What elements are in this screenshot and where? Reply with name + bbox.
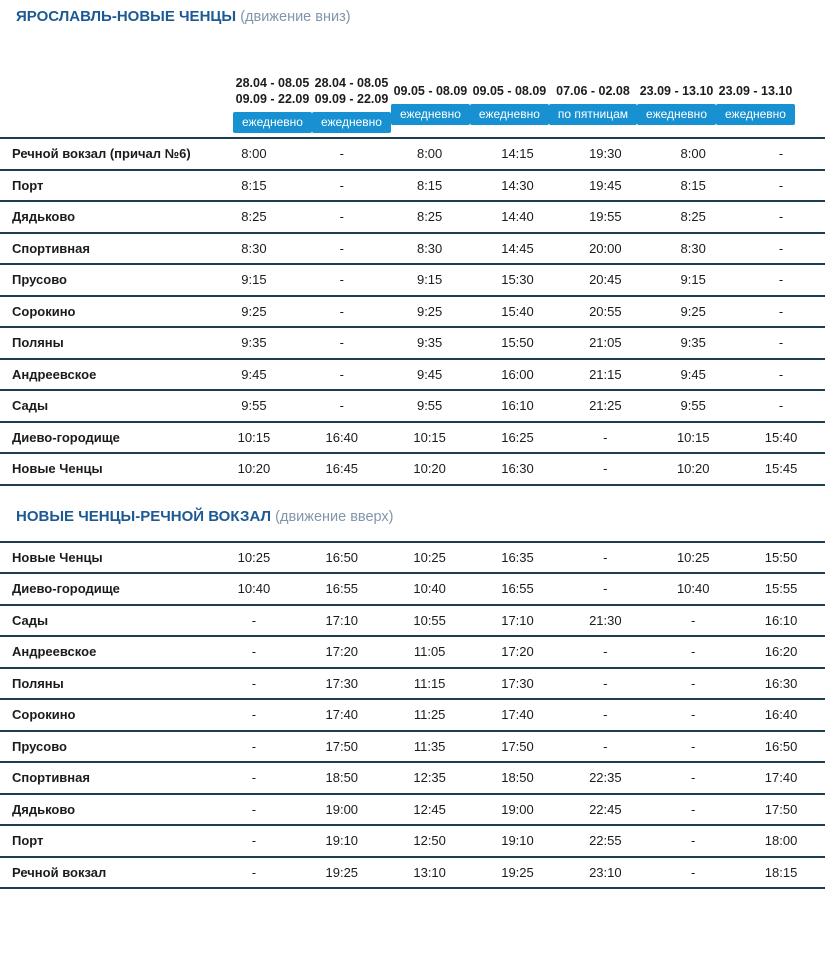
- station-name: Речной вокзал: [12, 864, 107, 880]
- section-title-down: [16, 8, 809, 26]
- time-cell: 8:15: [680, 177, 706, 193]
- time-cell: 20:00: [589, 240, 622, 256]
- time-cell: 19:25: [325, 864, 359, 880]
- time-cell: -: [778, 209, 784, 225]
- time-cell: 9:15: [680, 272, 706, 288]
- time-cell: 14:15: [501, 146, 534, 162]
- station-name: Дядьково: [12, 209, 76, 225]
- time-cell: 10:40: [237, 581, 271, 597]
- time-cell: -: [778, 240, 784, 256]
- time-cell: 10:25: [413, 549, 446, 565]
- frequency-badge: ежедневно: [470, 104, 549, 125]
- time-cell: -: [778, 335, 784, 351]
- time-cell: -: [251, 864, 257, 880]
- time-cell: 19:55: [589, 209, 622, 225]
- time-cell: 21:05: [589, 335, 622, 351]
- time-cell: -: [603, 581, 608, 597]
- time-cell: 10:20: [676, 461, 710, 477]
- column-header: [233, 75, 312, 133]
- time-cell: 10:15: [413, 429, 446, 445]
- time-cell: -: [691, 707, 696, 723]
- time-cell: 15:40: [764, 429, 798, 445]
- table-row: [0, 423, 825, 455]
- date-range: 09.05 - 08.09: [393, 84, 468, 98]
- column-header: [391, 75, 470, 133]
- schedule-header: [23, 75, 795, 133]
- time-cell: -: [603, 461, 608, 477]
- frequency-badge: ежедневно: [637, 104, 716, 125]
- date-ranges: [640, 83, 714, 99]
- time-cell: 12:35: [413, 770, 446, 786]
- time-cell: -: [603, 738, 608, 754]
- time-cell: 18:00: [764, 833, 798, 849]
- route-direction-label: (движение вниз): [240, 9, 351, 25]
- column-header: [549, 75, 637, 133]
- time-cell: 15:30: [501, 272, 534, 288]
- time-cell: 16:40: [764, 707, 798, 723]
- time-cell: 19:25: [501, 864, 534, 880]
- table-row: [0, 732, 825, 764]
- time-cell: 17:10: [501, 612, 534, 628]
- station-name: Диево-городище: [12, 581, 120, 597]
- table-row: [0, 297, 825, 329]
- time-cell: 22:35: [589, 770, 622, 786]
- time-cell: -: [339, 209, 344, 225]
- time-cell: 9:15: [416, 272, 443, 288]
- time-cell: -: [603, 707, 608, 723]
- station-name: Дядьково: [12, 801, 76, 817]
- time-cell: 10:25: [676, 549, 710, 565]
- time-cell: 14:30: [501, 177, 534, 193]
- frequency-badge: ежедневно: [312, 112, 391, 133]
- time-cell: 17:30: [325, 675, 359, 691]
- table-row: [0, 139, 825, 171]
- time-cell: 9:35: [680, 335, 706, 351]
- table-row: [0, 637, 825, 669]
- time-cell: 16:45: [325, 461, 359, 477]
- date-ranges: [556, 83, 630, 99]
- column-header: [312, 75, 391, 133]
- time-cell: 21:30: [589, 612, 622, 628]
- time-cell: -: [603, 644, 608, 660]
- time-cell: 9:55: [241, 398, 267, 414]
- time-cell: 16:40: [325, 429, 359, 445]
- time-cell: 17:20: [501, 644, 534, 660]
- time-cell: -: [691, 801, 696, 817]
- time-cell: 17:20: [325, 644, 359, 660]
- time-cell: 14:40: [501, 209, 534, 225]
- route-title: НОВЫЕ ЧЕНЦЫ-РЕЧНОЙ ВОКЗАЛ: [16, 507, 271, 525]
- route-title: ЯРОСЛАВЛЬ-НОВЫЕ ЧЕНЦЫ: [16, 8, 237, 25]
- date-range: 09.05 - 08.09: [472, 84, 547, 98]
- station-name: Прусово: [12, 272, 67, 288]
- time-cell: -: [251, 707, 257, 723]
- date-ranges: [315, 75, 389, 107]
- column-header: [716, 75, 795, 133]
- time-cell: 15:50: [501, 335, 534, 351]
- time-cell: 14:45: [501, 240, 534, 256]
- time-cell: 17:10: [325, 612, 359, 628]
- time-cell: 17:50: [501, 738, 534, 754]
- time-cell: 16:30: [764, 675, 798, 691]
- time-cell: 17:40: [501, 707, 534, 723]
- time-cell: 10:15: [237, 429, 271, 445]
- time-cell: -: [691, 770, 696, 786]
- time-cell: -: [603, 675, 608, 691]
- time-cell: 16:55: [325, 581, 359, 597]
- time-cell: 16:20: [764, 644, 798, 660]
- time-cell: 11:25: [413, 707, 446, 723]
- table-row: [0, 202, 825, 234]
- table-row: [0, 454, 825, 486]
- time-cell: 16:10: [501, 398, 534, 414]
- time-cell: -: [339, 272, 344, 288]
- time-cell: 21:25: [589, 398, 622, 414]
- time-cell: 10:40: [676, 581, 710, 597]
- time-cell: 16:55: [501, 581, 534, 597]
- frequency-badge: ежедневно: [233, 112, 312, 133]
- table-row: [0, 795, 825, 827]
- table-row: [0, 700, 825, 732]
- time-cell: 8:30: [241, 240, 267, 256]
- time-cell: 9:55: [416, 398, 443, 414]
- time-cell: 19:00: [325, 801, 359, 817]
- table-row: [0, 391, 825, 423]
- time-cell: -: [691, 864, 696, 880]
- time-cell: -: [339, 177, 344, 193]
- time-cell: 18:50: [501, 770, 534, 786]
- table-row: [0, 543, 825, 575]
- station-name: Андреевское: [12, 644, 97, 660]
- table-row: [0, 763, 825, 795]
- time-cell: 16:25: [501, 429, 534, 445]
- time-cell: 10:20: [237, 461, 271, 477]
- time-cell: 9:45: [680, 366, 706, 382]
- time-cell: 8:30: [416, 240, 443, 256]
- date-ranges: [473, 83, 547, 99]
- date-range: 23.09 - 13.10: [639, 84, 714, 98]
- time-cell: 19:45: [589, 177, 622, 193]
- station-name: Новые Ченцы: [12, 549, 103, 565]
- time-cell: -: [339, 366, 344, 382]
- station-name: Андреевское: [12, 366, 97, 382]
- time-cell: 18:15: [764, 864, 798, 880]
- time-cell: -: [603, 549, 608, 565]
- time-cell: -: [339, 240, 344, 256]
- time-cell: 17:50: [764, 801, 798, 817]
- station-name: Сорокино: [12, 707, 76, 723]
- time-cell: -: [251, 644, 257, 660]
- time-cell: 10:25: [237, 549, 271, 565]
- table-row: [0, 669, 825, 701]
- time-cell: 11:05: [413, 644, 446, 660]
- station-name: Новые Ченцы: [12, 461, 103, 477]
- frequency-badge: по пятницам: [549, 104, 637, 125]
- time-cell: -: [691, 612, 696, 628]
- station-name: Прусово: [12, 738, 67, 754]
- time-cell: 9:35: [416, 335, 443, 351]
- time-cell: 9:35: [241, 335, 267, 351]
- time-cell: -: [778, 366, 784, 382]
- time-cell: 10:20: [413, 461, 446, 477]
- time-cell: -: [778, 272, 784, 288]
- time-cell: 20:45: [589, 272, 622, 288]
- frequency-badge: ежедневно: [391, 104, 470, 125]
- time-cell: 8:00: [680, 146, 706, 162]
- time-cell: 15:45: [764, 461, 798, 477]
- table-row: [0, 234, 825, 266]
- table-row: [0, 328, 825, 360]
- time-cell: 8:15: [241, 177, 267, 193]
- table-row: [0, 360, 825, 392]
- time-cell: 9:25: [680, 303, 706, 319]
- time-cell: 17:50: [325, 738, 359, 754]
- time-cell: 17:40: [325, 707, 359, 723]
- time-cell: 9:25: [241, 303, 267, 319]
- station-name: Сады: [12, 612, 49, 628]
- time-cell: -: [691, 644, 696, 660]
- date-ranges: [394, 83, 468, 99]
- time-cell: 13:10: [413, 864, 446, 880]
- time-cell: 9:55: [680, 398, 706, 414]
- time-cell: -: [778, 146, 784, 162]
- time-cell: 8:00: [241, 146, 267, 162]
- time-cell: 11:15: [413, 675, 446, 691]
- time-cell: 23:10: [589, 864, 622, 880]
- time-cell: 10:15: [676, 429, 710, 445]
- table-row: [0, 171, 825, 203]
- header-spacer: [23, 75, 233, 76]
- table-row: [0, 606, 825, 638]
- station-name: Спортивная: [12, 240, 90, 256]
- time-cell: 15:40: [501, 303, 534, 319]
- date-ranges: [719, 83, 793, 99]
- station-name: Сады: [12, 398, 49, 414]
- time-cell: 19:10: [325, 833, 359, 849]
- time-cell: 11:35: [413, 738, 446, 754]
- time-cell: 8:15: [416, 177, 443, 193]
- date-range: 28.04 - 08.05: [235, 76, 310, 90]
- time-cell: 22:55: [589, 833, 622, 849]
- route-direction-label: (движение вверх): [275, 508, 394, 525]
- time-cell: 16:10: [764, 612, 798, 628]
- time-cell: -: [691, 675, 696, 691]
- time-cell: 10:40: [413, 581, 446, 597]
- time-cell: 19:00: [501, 801, 534, 817]
- time-cell: 9:15: [241, 272, 267, 288]
- time-cell: 21:15: [589, 366, 622, 382]
- station-name: Порт: [12, 177, 44, 193]
- schedule-table-up: [0, 541, 825, 890]
- time-cell: -: [778, 177, 784, 193]
- table-row: [0, 858, 825, 890]
- time-cell: 8:25: [416, 209, 443, 225]
- time-cell: 18:50: [325, 770, 359, 786]
- time-cell: 16:50: [764, 738, 798, 754]
- time-cell: 15:50: [764, 549, 798, 565]
- column-header: [637, 75, 716, 133]
- station-name: Порт: [12, 833, 44, 849]
- time-cell: -: [339, 335, 344, 351]
- time-cell: -: [251, 675, 257, 691]
- time-cell: 20:55: [589, 303, 622, 319]
- date-range: 07.06 - 02.08: [556, 84, 630, 98]
- time-cell: 8:25: [241, 209, 267, 225]
- schedule-table-down: [0, 137, 825, 486]
- time-cell: -: [251, 833, 257, 849]
- time-cell: -: [778, 303, 784, 319]
- time-cell: -: [339, 398, 344, 414]
- station-name: Поляны: [12, 335, 64, 351]
- time-cell: -: [778, 398, 784, 414]
- time-cell: 12:50: [413, 833, 446, 849]
- time-cell: 8:00: [416, 146, 443, 162]
- time-cell: -: [251, 801, 257, 817]
- time-cell: -: [691, 833, 696, 849]
- station-name: Диево-городище: [12, 429, 120, 445]
- station-name: Сорокино: [12, 303, 76, 319]
- column-header: [470, 75, 549, 133]
- station-name: Поляны: [12, 675, 64, 691]
- frequency-badge: ежедневно: [716, 104, 795, 125]
- table-row: [0, 826, 825, 858]
- time-cell: 9:45: [241, 366, 267, 382]
- time-cell: 12:45: [413, 801, 446, 817]
- time-cell: 16:00: [501, 366, 534, 382]
- date-range: 09.09 - 22.09: [235, 92, 310, 106]
- section-title-up: [16, 508, 809, 526]
- time-cell: 17:40: [764, 770, 798, 786]
- time-cell: -: [339, 303, 344, 319]
- time-cell: -: [251, 612, 257, 628]
- time-cell: 17:30: [501, 675, 534, 691]
- time-cell: -: [339, 146, 344, 162]
- time-cell: -: [691, 738, 696, 754]
- time-cell: 19:10: [501, 833, 534, 849]
- time-cell: 16:50: [325, 549, 359, 565]
- time-cell: 19:30: [589, 146, 622, 162]
- time-cell: 9:45: [416, 366, 443, 382]
- table-row: [0, 265, 825, 297]
- time-cell: -: [251, 738, 257, 754]
- time-cell: -: [251, 770, 257, 786]
- date-ranges: [236, 75, 310, 107]
- time-cell: 16:30: [501, 461, 534, 477]
- table-row: [0, 574, 825, 606]
- date-range: 28.04 - 08.05: [314, 76, 389, 90]
- time-cell: 10:55: [413, 612, 446, 628]
- date-range: 23.09 - 13.10: [718, 84, 793, 98]
- time-cell: 8:25: [680, 209, 706, 225]
- time-cell: -: [603, 429, 608, 445]
- station-name: Спортивная: [12, 770, 90, 786]
- time-cell: 22:45: [589, 801, 622, 817]
- time-cell: 8:30: [680, 240, 706, 256]
- time-cell: 9:25: [416, 303, 443, 319]
- date-range: 09.09 - 22.09: [314, 92, 389, 106]
- time-cell: 16:35: [501, 549, 534, 565]
- time-cell: 15:55: [764, 581, 798, 597]
- station-name: Речной вокзал (причал №6): [12, 146, 191, 162]
